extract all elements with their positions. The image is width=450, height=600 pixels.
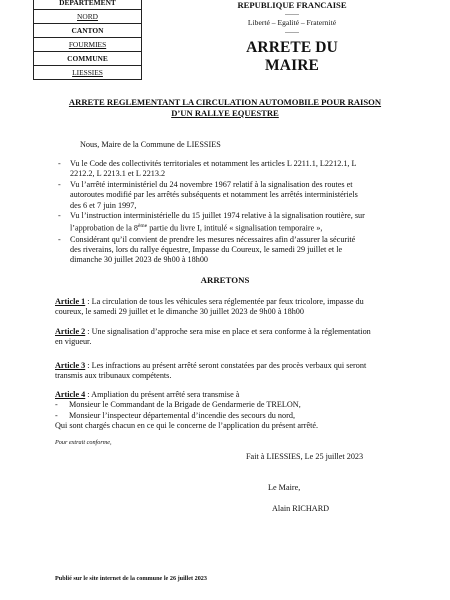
article-line: coureux, le samedi 29 juillet et le dimanche 30 juillet 2023 de 9h00 à 18h00 (55, 307, 304, 317)
article-label: Article 1 (55, 297, 86, 306)
article-line (55, 390, 400, 400)
consideration-text: partie du livre I, intitulé « signalisation temporaire », (147, 224, 323, 234)
consideration-item (58, 235, 398, 266)
header-divider-2: ------- (285, 30, 299, 36)
department-value: NORD (34, 10, 142, 24)
list-dash: - (58, 179, 61, 189)
canton-header: CANTON (34, 24, 142, 38)
list-dash: - (58, 211, 61, 221)
article-line: en vigueur. (55, 337, 92, 347)
consideration-line: des riverains, lors du rallye équestre, Impasse du Coureux, le samedi 29 juillet et le (70, 244, 343, 254)
recipient-item (55, 400, 400, 410)
consideration-text: l’approbation de la 8 (70, 224, 138, 234)
article-line (55, 327, 400, 337)
article-text: : Ampliation du présent arrêté sera transmise à (85, 390, 240, 399)
considerations-list (58, 159, 398, 266)
article-line: transmis aux tribunaux compétents. (55, 371, 172, 381)
article-text: : La circulation de tous les véhicules sera réglementée par feux tricolore, impasse du (85, 297, 364, 306)
consideration-line: Vu l’instruction interministérielle du 15 juillet 1974 relative à la signalisation routière, sur (70, 211, 365, 221)
article-label: Article 4 (55, 390, 86, 399)
republic-label: REPUBLIQUE FRANCAISE (237, 0, 347, 10)
consideration-line: Considérant qu’il convient de prendre les mesures nécessaires afin d’assurer la sécurité (70, 234, 356, 244)
consideration-line: Vu l’arrêté interministériel du 24 novembre 1967 relatif à la signalisation des routes et (70, 179, 353, 189)
article-label: Article 2 (55, 327, 86, 336)
consideration-item (58, 159, 398, 180)
document-title: ARRETE DU MAIRE (246, 39, 338, 74)
consideration-line (70, 221, 398, 234)
header-divider-1: ------- (285, 12, 299, 18)
consideration-item (58, 211, 398, 235)
list-dash: - (55, 410, 58, 420)
canton-value: FOURMIES (34, 38, 142, 52)
article-line (55, 297, 400, 307)
article-line: Qui sont chargés chacun en ce qui le concerne de l’application du présent arrêté. (55, 421, 319, 431)
article-label: Article 3 (55, 361, 86, 370)
admin-info-table (33, 0, 142, 80)
article-2 (55, 327, 400, 348)
article-text: : Une signalisation d’approche sera mise en place et sera conforme à la réglementation (85, 327, 371, 336)
article-1 (55, 297, 400, 318)
ordinal-suffix: ème (137, 223, 148, 230)
list-dash: - (55, 400, 58, 410)
department-header: DEPARTEMENT (34, 0, 142, 10)
article-line (55, 361, 400, 371)
consideration-line: dimanche 30 juillet 2023 de 9h00 à 18h00 (70, 255, 209, 265)
signatory-role: Le Maire, (268, 483, 301, 492)
list-dash: - (58, 159, 61, 168)
certified-extract-note: Pour extrait conforme, (55, 439, 112, 446)
article-3 (55, 361, 400, 382)
recipient-text: Monsieur l’inspecteur départemental d’incendie des secours du nord, (69, 410, 295, 420)
article-4 (55, 390, 400, 432)
article-text: : Les infractions au présent arrêté seront constatées par des procès verbaux qui seront (85, 361, 367, 370)
publication-note: Publié sur le site internet de la commune le 26 juillet 2023 (55, 575, 207, 582)
list-dash: - (58, 234, 61, 244)
consideration-line: autoroutes modifié par les arrêtés subséquents et notamment les arrêtés interministériels (70, 190, 358, 200)
consideration-line: 2212.2, L 2213.1 et L 2213.2 (70, 169, 166, 179)
recipient-item (55, 411, 400, 421)
subject-line-1: ARRETE REGLEMENTANT LA CIRCULATION AUTOMOBILE POUR RAISON (68, 97, 382, 107)
decree-subject (50, 97, 400, 118)
consideration-line: Vu le Code des collectivités territoriales et notamment les articles L 2211.1, L2212.1, L (70, 159, 357, 168)
recipient-text: Monsieur le Commandant de la Brigade de Gendarmerie de TRELON, (69, 400, 301, 410)
signatory-name: Alain RICHARD (272, 504, 330, 513)
intro-statement: Nous, Maire de la Commune de LIESSIES (80, 140, 221, 149)
consideration-line: des 6 et 7 juin 1997, (70, 200, 137, 210)
commune-value: LIESSIES (34, 66, 142, 80)
commune-header: COMMUNE (34, 52, 142, 66)
republic-motto: Liberté – Egalité – Fraternité (247, 18, 337, 27)
place-and-date: Fait à LIESSIES, Le 25 juillet 2023 (246, 452, 364, 461)
consideration-item (58, 180, 398, 211)
decision-heading: ARRETONS (200, 275, 250, 285)
subject-line-2: D’UN RALLYE EQUESTRE (171, 107, 279, 118)
